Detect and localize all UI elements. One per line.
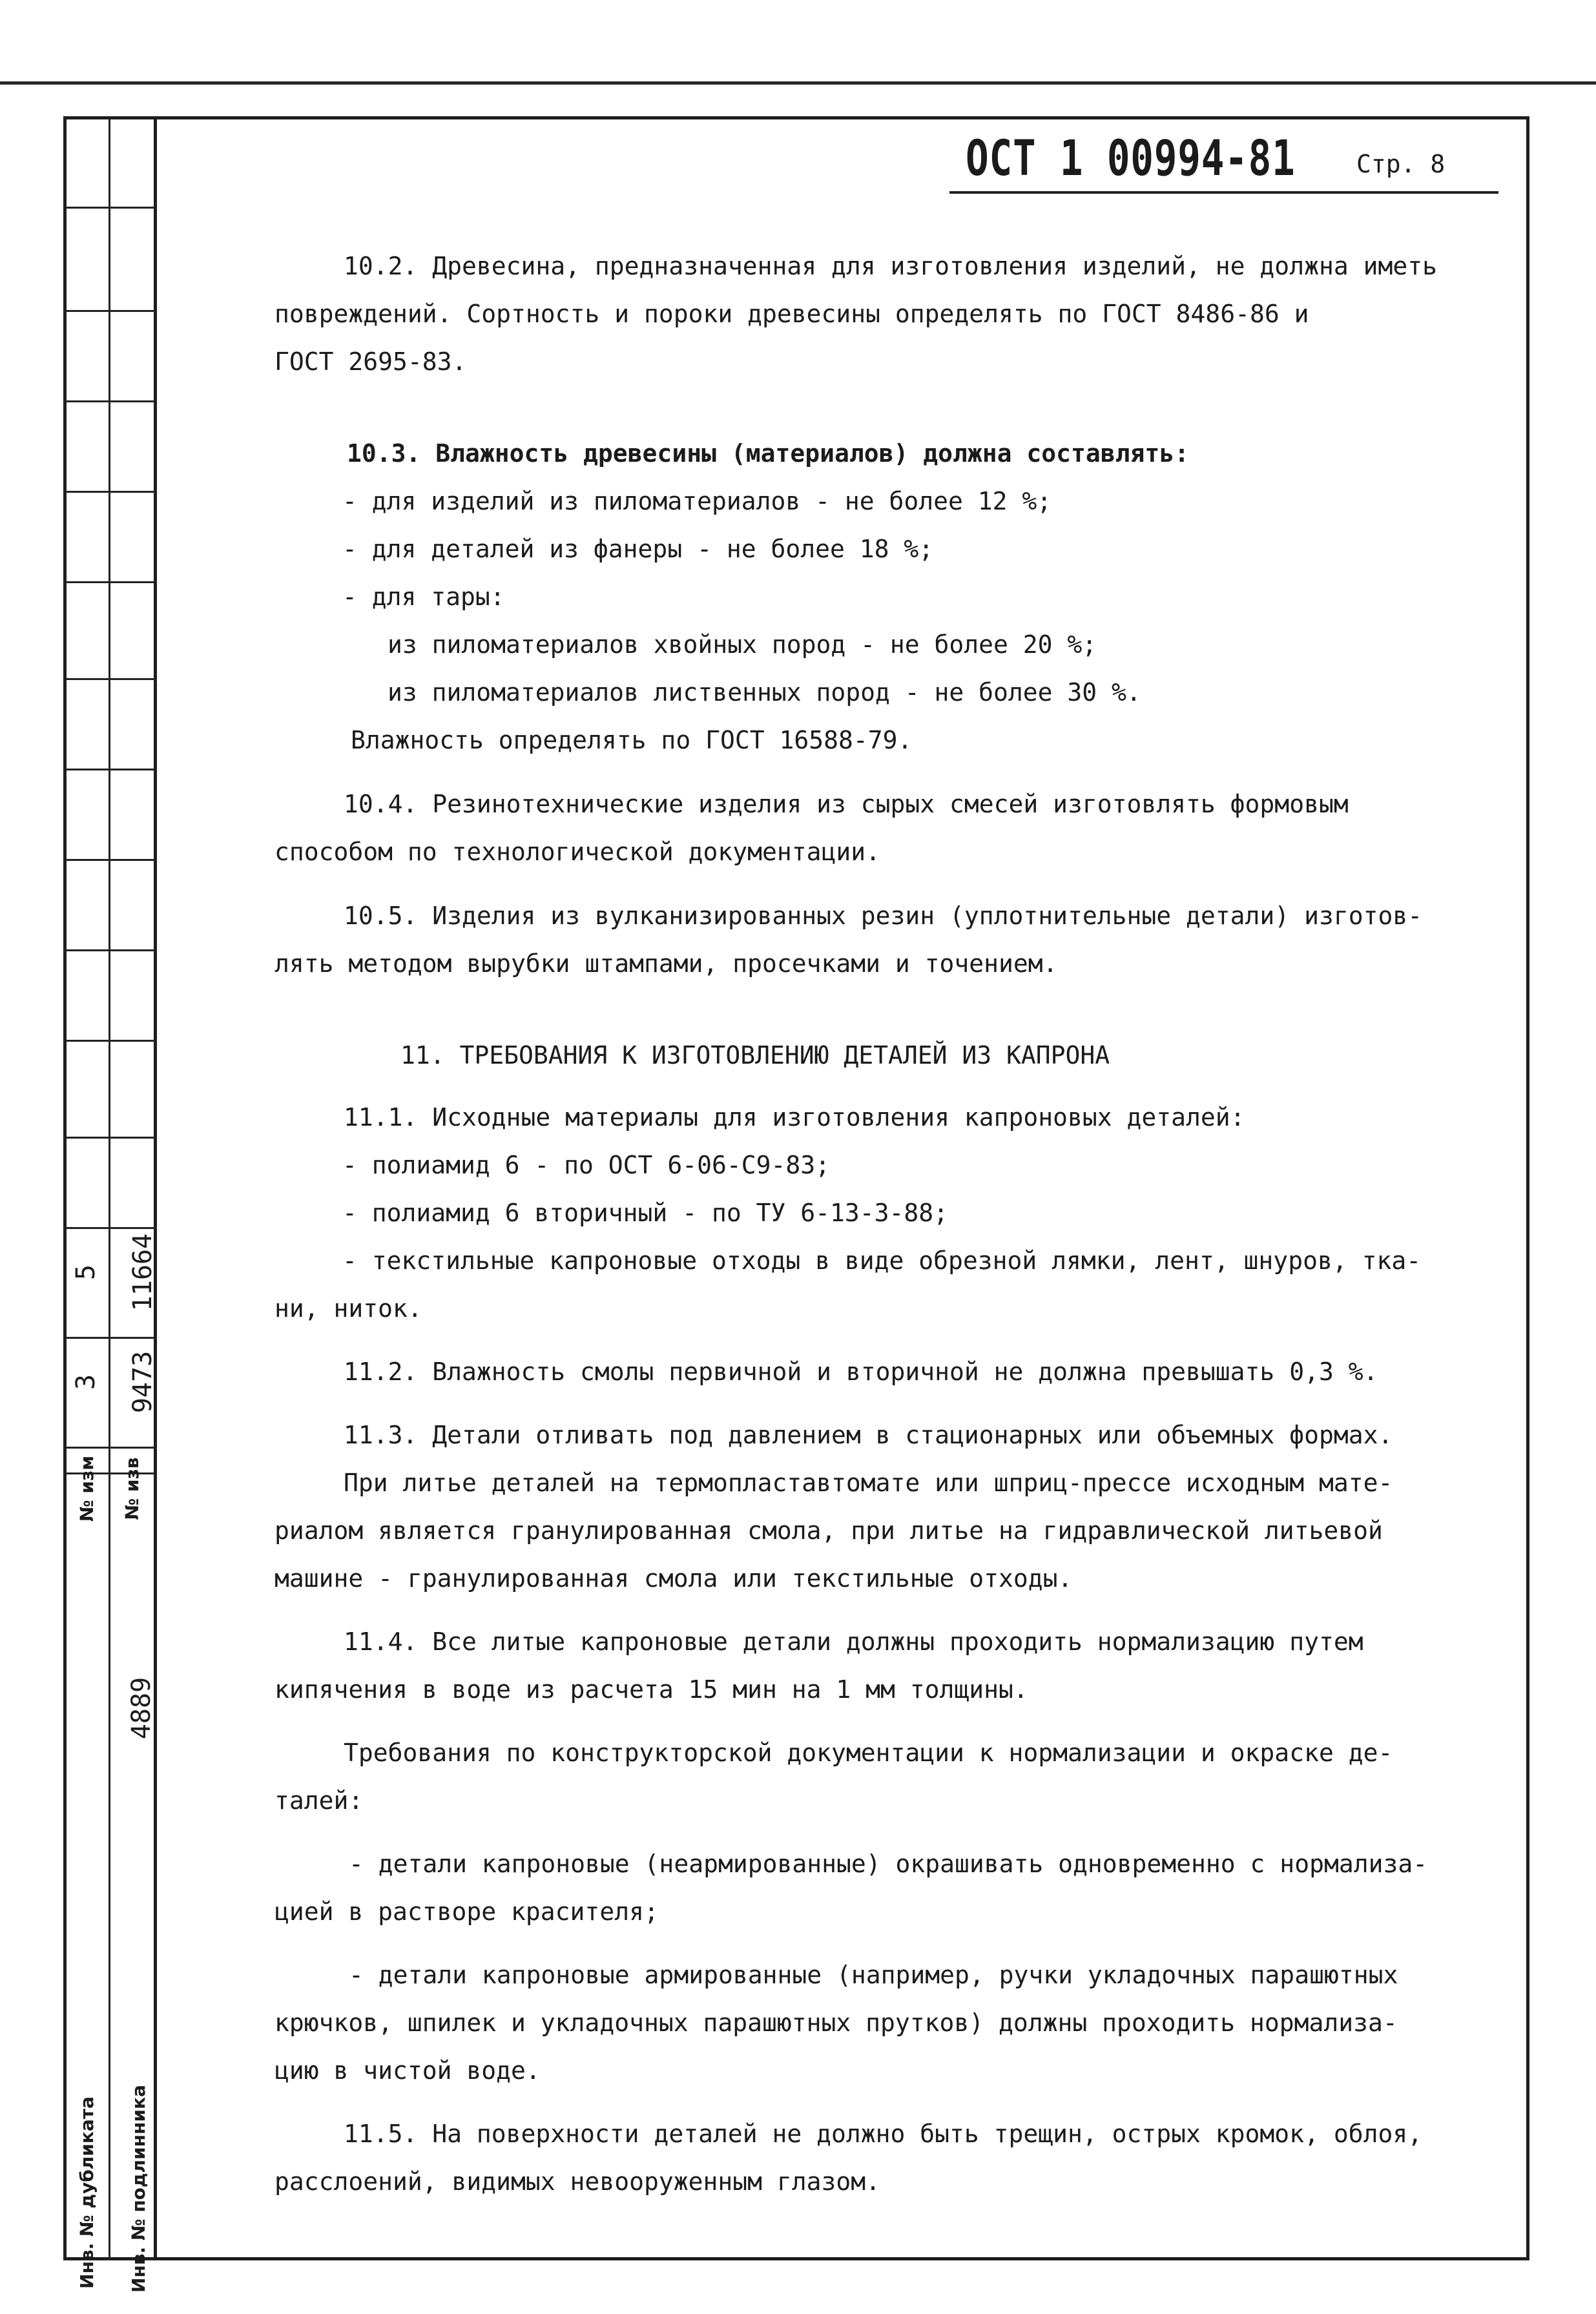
section-heading: 11. ТРЕБОВАНИЯ К ИЗГОТОВЛЕНИЮ ДЕТАЛЕЙ ИЗ КАПРОНА bbox=[400, 1041, 1110, 1069]
strip-cell-line bbox=[63, 207, 157, 209]
text-line: - полиамид 6 вторичный - по ТУ 6-13-3-88; bbox=[342, 1199, 948, 1227]
text-line: лять методом вырубки штампами, просечками и точением. bbox=[275, 949, 1058, 978]
text-line: - детали капроновые армированные (например, ручки укладочных парашютных bbox=[349, 1961, 1398, 1989]
strip-cell-line bbox=[63, 949, 157, 951]
text-line: повреждений. Сортность и пороки древесины определять по ГОСТ 8486-86 и bbox=[275, 300, 1309, 328]
inv-podlinnika-value: 4889 bbox=[127, 1677, 156, 1740]
izv-value-0: 9473 bbox=[128, 1350, 158, 1414]
text-line: способом по технологической документации. bbox=[275, 838, 880, 866]
strip-cell-line bbox=[63, 1137, 157, 1139]
top-border-line bbox=[0, 81, 1596, 85]
strip-cell-line bbox=[63, 400, 157, 402]
text-line: - для изделий из пиломатериалов - не более 12 %; bbox=[342, 487, 1052, 515]
strip-cell-line bbox=[63, 1040, 157, 1042]
text-line: 11.5. На поверхности деталей не должно быть трещин, острых кромок, облоя, bbox=[344, 2120, 1423, 2148]
izm-label: № изм bbox=[76, 1455, 98, 1522]
text-line: 11.1. Исходные материалы для изготовления капроновых деталей: bbox=[344, 1103, 1245, 1131]
text-line: кипячения в воде из расчета 15 мин на 1 мм толщины. bbox=[275, 1675, 1028, 1704]
text-line: - для тары: bbox=[342, 583, 505, 611]
inv-podlinnika-label: Инв. № подлинника bbox=[128, 2085, 149, 2293]
text-line: Требования по конструкторской документации к нормализации и окраске де- bbox=[344, 1739, 1393, 1767]
text-line: - для деталей из фанеры - не более 18 %; bbox=[342, 535, 934, 563]
text-line: 11.2. Влажность смолы первичной и вторичной не должна превышать 0,3 %. bbox=[344, 1358, 1378, 1386]
izv-value-1: 11664 bbox=[128, 1233, 158, 1312]
text-line: ГОСТ 2695-83. bbox=[275, 347, 467, 376]
left-margin-strip bbox=[63, 116, 158, 2293]
strip-cell-line bbox=[63, 491, 157, 493]
strip-cell-line bbox=[63, 581, 157, 583]
text-line: цией в растворе красителя; bbox=[275, 1897, 659, 1926]
text-line: Влажность определять по ГОСТ 16588-79. bbox=[351, 726, 913, 754]
izv-label: № изв bbox=[121, 1457, 143, 1520]
text-line: 11.3. Детали отливать под давлением в стационарных или объемных формах. bbox=[344, 1421, 1393, 1449]
text-line: машине - гранулированная смола или текстильные отходы. bbox=[275, 1564, 1073, 1593]
text-line: 10.5. Изделия из вулканизированных резин (уплотнительные детали) изготов- bbox=[344, 902, 1423, 930]
strip-cell-line bbox=[63, 859, 157, 861]
text-line: При литье деталей на термопластавтомате или шприц-прессе исходным мате- bbox=[344, 1469, 1393, 1497]
header-underline bbox=[949, 191, 1498, 194]
strip-cell-line bbox=[63, 310, 157, 312]
text-line: - детали капроновые (неармированные) окрашивать одновременно с нормализа- bbox=[349, 1850, 1428, 1878]
izm-value-1: 5 bbox=[71, 1264, 101, 1281]
text-line: крючков, шпилек и укладочных парашютных прутков) должны проходить нормализа- bbox=[275, 2009, 1398, 2037]
document-number: ОСТ 1 00994-81 bbox=[966, 129, 1296, 187]
inv-dublikata-label: Инв. № дубликата bbox=[76, 2096, 98, 2289]
text-line: риалом является гранулированная смола, при литье на гидравлической литьевой bbox=[275, 1516, 1383, 1545]
text-line: из пиломатериалов лиственных пород - не более 30 %. bbox=[388, 678, 1141, 707]
strip-cell-line bbox=[63, 678, 157, 680]
text-line: из пиломатериалов хвойных пород - не более 20 %; bbox=[388, 630, 1097, 659]
text-line: 10.3. Влажность древесины (материалов) должна составлять: bbox=[347, 439, 1190, 468]
izm-value-0: 3 bbox=[71, 1374, 101, 1390]
text-line: цию в чистой воде. bbox=[275, 2056, 541, 2085]
text-line: расслоений, видимых невооруженным глазом. bbox=[275, 2167, 880, 2196]
text-line: - полиамид 6 - по ОСТ 6-06-С9-83; bbox=[342, 1151, 830, 1179]
text-line: 10.4. Резинотехнические изделия из сырых смесей изготовлять формовым bbox=[344, 790, 1349, 818]
text-line: ни, ниток. bbox=[275, 1294, 422, 1323]
text-line: талей: bbox=[275, 1786, 364, 1815]
page-number: Стр. 8 bbox=[1356, 150, 1446, 178]
strip-divider bbox=[109, 116, 110, 2260]
text-line: - текстильные капроновые отходы в виде обрезной лямки, лент, шнуров, тка- bbox=[342, 1246, 1422, 1275]
page-frame bbox=[63, 116, 1529, 2260]
text-line: 10.2. Древесина, предназначенная для изготовления изделий, не должна иметь bbox=[344, 252, 1437, 280]
strip-cell-line bbox=[63, 769, 157, 770]
text-line: 11.4. Все литые капроновые детали должны проходить нормализацию путем bbox=[344, 1627, 1363, 1656]
